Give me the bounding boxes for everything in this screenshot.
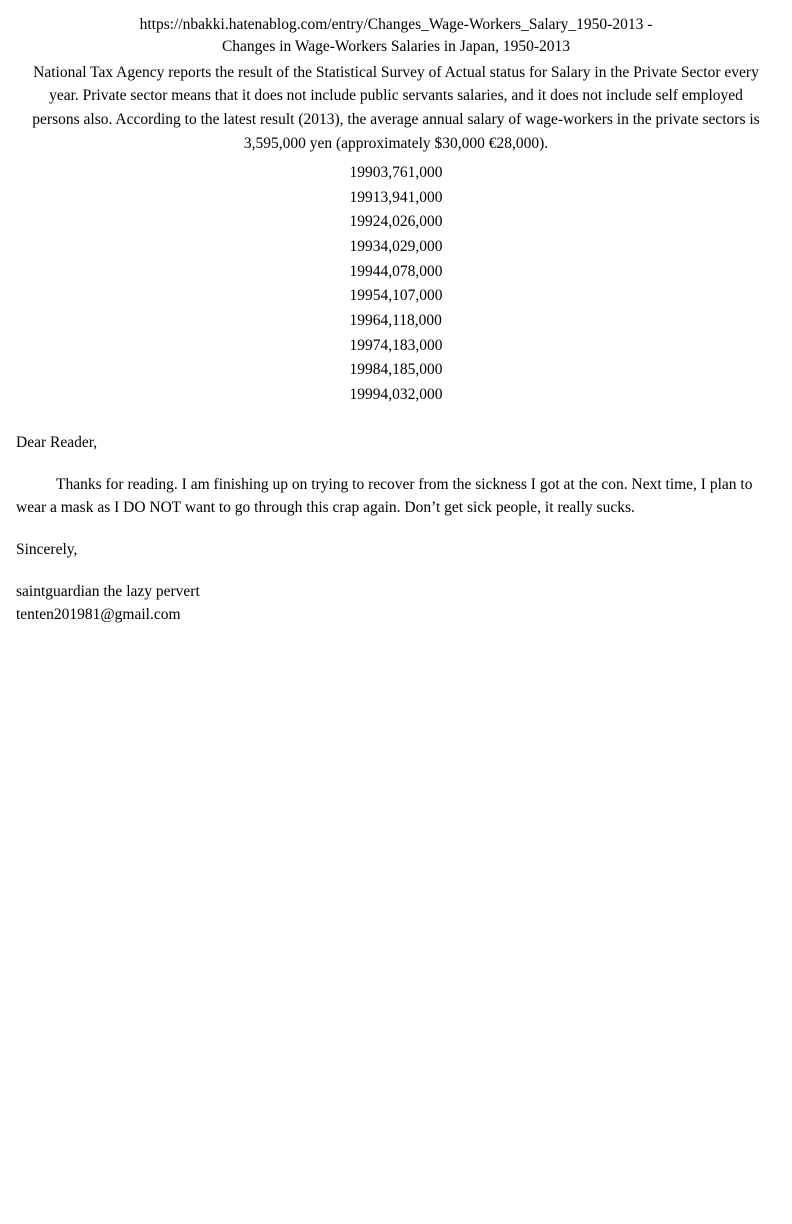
table-row (350, 334, 443, 359)
row-year: 1992 (349, 213, 381, 231)
row-amount: 4,185,000 (380, 361, 443, 379)
row-amount: 3,941,000 (380, 188, 443, 206)
row-year: 1998 (349, 361, 381, 379)
table-row (350, 358, 443, 383)
row-amount: 4,118,000 (380, 311, 442, 329)
intro-paragraph: National Tax Agency reports the result of the Statistical Survey of Actual status for Salary in the Private Sector every year. Private sector means that it does not include public servants salaries, and it does not include self employed persons also. According to the latest result (2013), the average annual salary of wage-workers in the private sectors is 3,595,000 yen (approximately $30,000 €28,000). (32, 63, 760, 152)
table-row (350, 284, 443, 309)
row-year: 1995 (349, 287, 381, 305)
row-amount: 4,032,000 (380, 385, 443, 403)
salary-table (350, 161, 443, 407)
row-amount: 4,029,000 (380, 238, 443, 255)
signature-name: saintguardian the lazy pervert (16, 582, 200, 600)
row-amount: 4,107,000 (380, 287, 443, 305)
row-amount: 4,183,000 (380, 336, 443, 354)
letter-closing: Sincerely, (16, 541, 78, 559)
table-row (350, 383, 443, 408)
row-year: 1990 (349, 164, 381, 182)
row-year: 1993 (349, 238, 381, 255)
letter-section (14, 431, 778, 626)
document-header (14, 14, 778, 59)
table-row (350, 260, 443, 285)
table-row (350, 309, 443, 334)
table-row (350, 235, 443, 260)
salary-table-body (350, 161, 443, 407)
source-url-line: https://nbakki.hatenablog.com/entry/Changes_Wage-Workers_Salary_1950-2013 - (139, 16, 653, 33)
letter-salutation: Dear Reader, (16, 434, 98, 452)
row-year: 1991 (349, 188, 381, 206)
row-year: 1997 (349, 336, 381, 354)
row-year: 1999 (349, 385, 381, 403)
row-amount: 4,078,000 (380, 262, 443, 280)
row-amount: 4,026,000 (380, 213, 443, 231)
row-amount: 3,761,000 (380, 164, 443, 182)
table-row (350, 210, 443, 235)
row-year: 1996 (349, 311, 381, 329)
salary-table-wrapper (276, 161, 516, 407)
table-row (350, 161, 443, 186)
signature-email: tenten201981@gmail.com (16, 606, 181, 624)
signature-block (16, 580, 776, 627)
letter-body: Thanks for reading. I am finishing up on trying to recover from the sickness I got at the con. Next time, I plan to wear a mask as I DO NOT want to go through this crap again. Don’t get sick people, it really sucks. (16, 475, 753, 517)
document-title: Changes in Wage-Workers Salaries in Japan, 1950-2013 (221, 38, 571, 56)
table-row (350, 186, 443, 211)
row-year: 1994 (349, 262, 381, 280)
